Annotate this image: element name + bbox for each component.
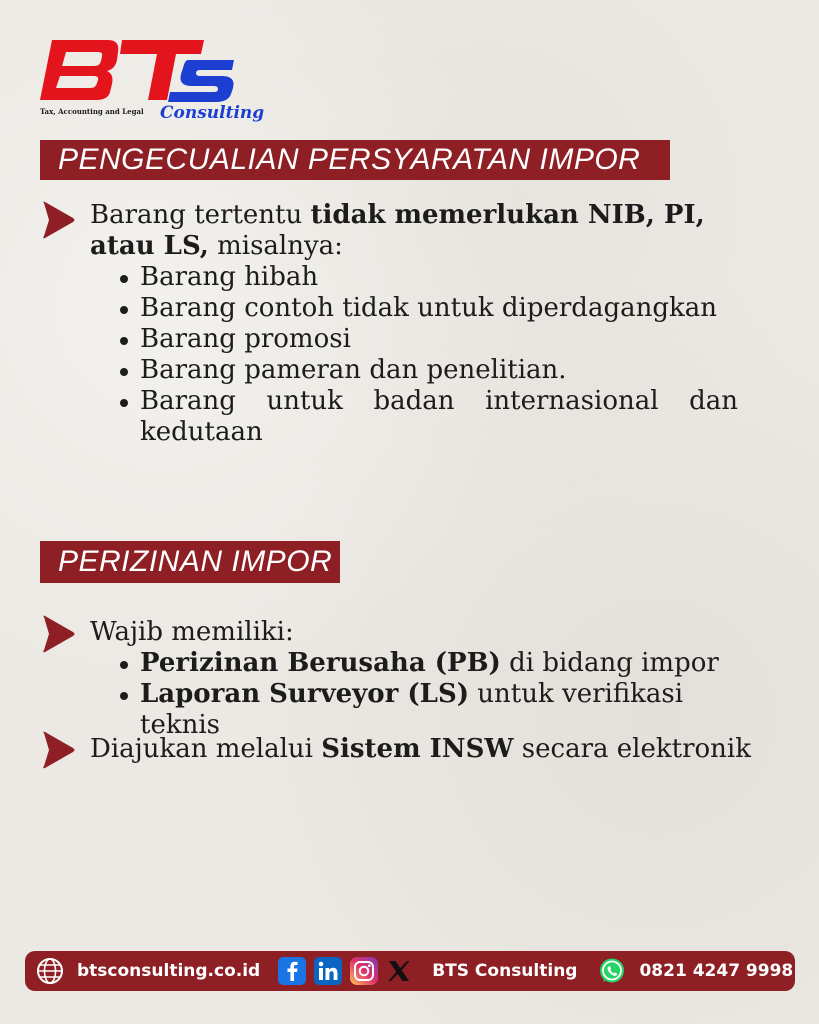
x-icon[interactable]: [386, 958, 412, 984]
exemption-intro-text-2: misalnya:: [208, 231, 343, 261]
logo-sub: Consulting: [160, 103, 265, 123]
section-title-exemption: [40, 140, 670, 180]
list-item: Barang hibah: [118, 262, 738, 293]
arrow-bullet-icon: [40, 614, 76, 654]
arrow-bullet-icon: [40, 730, 76, 770]
facebook-icon[interactable]: [278, 957, 306, 985]
linkedin-icon[interactable]: [314, 957, 342, 985]
website-link[interactable]: btsconsulting.co.id: [77, 961, 261, 981]
insw-note: [90, 734, 780, 765]
phone-number[interactable]: 0821 4247 9998: [639, 961, 794, 981]
social-name[interactable]: BTS Consulting: [432, 961, 578, 981]
section-title-exemption-text: PENGECUALIAN PERSYARATAN IMPOR: [58, 143, 641, 176]
exemption-intro: [90, 200, 740, 262]
exemption-intro-text-1: Barang tertentu: [90, 200, 311, 230]
section-title-import-license: [40, 541, 340, 583]
bts-logo: [38, 36, 265, 128]
list-item: Barang contoh tidak untuk diperdagangkan: [118, 293, 738, 324]
bts-logo-graphic: [38, 36, 265, 128]
import-license-intro: Wajib memiliki:: [90, 617, 294, 647]
insw-note-text-1: Diajukan melalui: [90, 734, 322, 764]
list-item-bold: Laporan Surveyor (LS): [140, 679, 470, 709]
list-item: Barang untuk badan internasional dan kedutaan: [118, 386, 738, 448]
import-license-list: [118, 648, 758, 741]
globe-icon: [35, 956, 65, 986]
instagram-icon[interactable]: [350, 957, 378, 985]
insw-note-bold: Sistem INSW: [321, 734, 514, 764]
exemption-list: [118, 262, 738, 448]
list-item: [118, 648, 758, 679]
exemption-intro-bold: tidak memerlukan NIB, PI, atau LS,: [90, 200, 705, 261]
whatsapp-icon[interactable]: [597, 956, 627, 986]
footer-bar: [25, 951, 795, 991]
section-title-import-license-text: PERIZINAN IMPOR: [58, 545, 333, 578]
list-item-text: untuk verifikasi teknis: [140, 679, 684, 740]
list-item: Barang pameran dan penelitian.: [118, 355, 738, 386]
list-item: Barang promosi: [118, 324, 738, 355]
logo-tagline: Tax, Accounting and Legal: [40, 107, 144, 116]
list-item-text: di bidang impor: [500, 648, 719, 678]
list-item: [118, 679, 758, 741]
insw-note-text-2: secara elektronik: [513, 734, 751, 764]
list-item-bold: Perizinan Berusaha (PB): [140, 648, 501, 678]
arrow-bullet-icon: [40, 200, 76, 240]
